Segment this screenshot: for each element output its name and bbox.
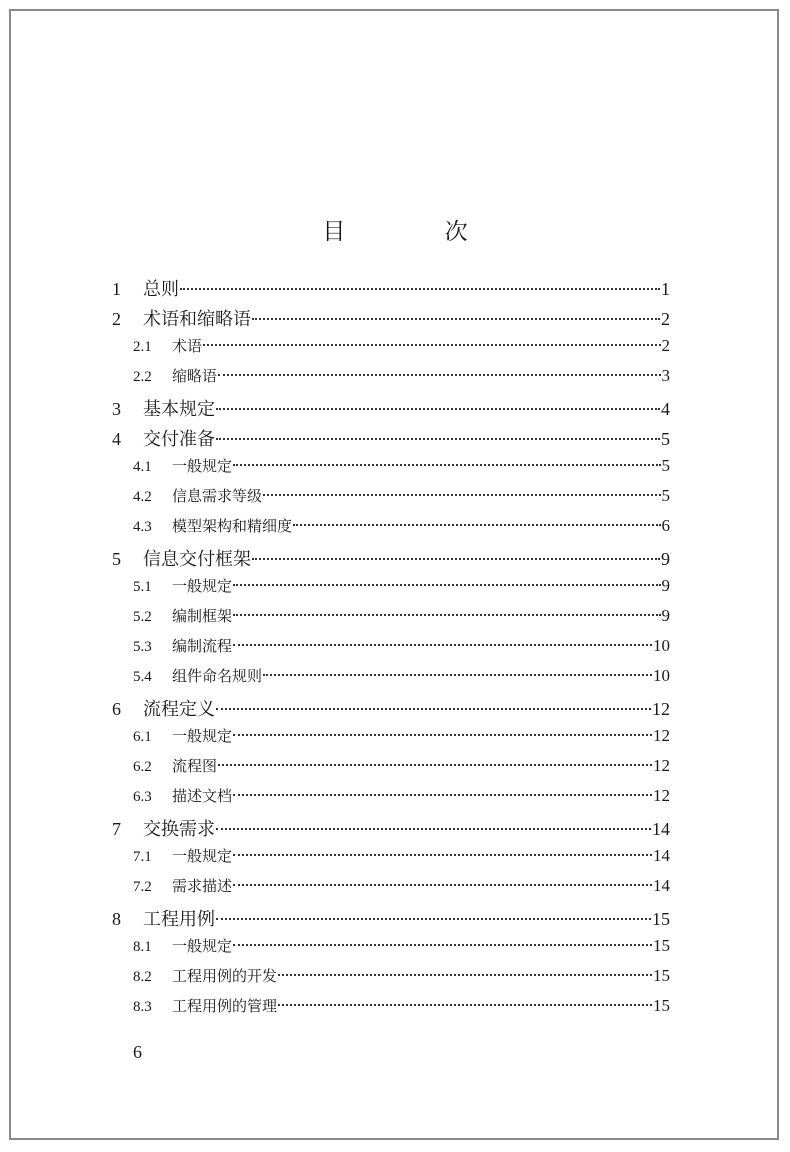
toc-entry-number: 2.2 — [133, 369, 152, 385]
dot-leader — [293, 524, 660, 526]
toc-entry[interactable] — [133, 635, 670, 656]
toc-entry-number: 7 — [112, 819, 121, 839]
toc-entry[interactable] — [112, 425, 670, 451]
dot-leader — [216, 828, 651, 830]
page-number: 6 — [133, 1042, 142, 1062]
dot-leader — [216, 438, 660, 440]
toc-entry[interactable] — [133, 365, 670, 386]
toc-entry-label: 一般规定 — [172, 457, 233, 475]
toc-entry-label: 术语和缩略语 — [143, 309, 251, 330]
toc-entry[interactable] — [133, 515, 670, 536]
toc-entry-page: 9 — [661, 576, 670, 595]
toc-entry-page: 15 — [653, 966, 670, 985]
dot-leader — [233, 944, 652, 946]
toc-entry-label: 交换需求 — [143, 819, 215, 840]
toc-entry[interactable] — [133, 575, 670, 596]
toc-entry-page: 12 — [653, 756, 670, 775]
toc-entry[interactable] — [112, 695, 670, 721]
dot-leader — [233, 614, 660, 616]
toc-entry-number: 8 — [112, 909, 121, 929]
toc-entry-number: 5.4 — [133, 669, 152, 685]
toc-entry-page: 10 — [653, 636, 670, 655]
toc-entry-page: 5 — [661, 456, 670, 475]
toc-entry[interactable] — [133, 605, 670, 626]
toc-entry-page: 4 — [661, 399, 670, 419]
toc-entry-page: 6 — [661, 516, 670, 535]
toc-entry-number: 6.3 — [133, 789, 152, 805]
dot-leader — [203, 344, 660, 346]
toc-entry[interactable] — [133, 995, 670, 1016]
toc-entry-label: 工程用例的管理 — [172, 997, 278, 1015]
toc-entry-page: 1 — [661, 279, 670, 299]
toc-entry-number: 1 — [112, 279, 121, 299]
toc-entry[interactable] — [133, 665, 670, 686]
toc-entry-label: 信息需求等级 — [172, 487, 263, 505]
toc-entry-number: 6.2 — [133, 759, 152, 775]
toc-entry-label: 一般规定 — [172, 937, 233, 955]
toc-entry-label: 术语 — [172, 337, 203, 355]
toc-entry-number: 3 — [112, 399, 121, 419]
toc-entry[interactable] — [133, 935, 670, 956]
toc-entry-number: 2 — [112, 309, 121, 329]
dot-leader — [278, 974, 652, 976]
toc-entry[interactable] — [133, 455, 670, 476]
dot-leader — [216, 708, 651, 710]
toc-entry-number: 4 — [112, 429, 121, 449]
toc-entry-label: 交付准备 — [143, 429, 215, 450]
toc-entry-label: 基本规定 — [143, 399, 215, 420]
toc-entry-page: 14 — [652, 819, 670, 839]
toc-entry[interactable] — [112, 305, 670, 331]
dot-leader — [216, 408, 660, 410]
toc-entry-page: 10 — [653, 666, 670, 685]
toc-entry-label: 工程用例的开发 — [172, 967, 278, 985]
toc-entry-page: 9 — [661, 549, 670, 569]
toc-entry-label: 缩略语 — [172, 367, 218, 385]
toc-entry-page: 12 — [653, 726, 670, 745]
dot-leader — [233, 794, 652, 796]
toc-entry-page: 5 — [661, 486, 670, 505]
toc-entry-page: 12 — [652, 699, 670, 719]
toc-entry-number: 2.1 — [133, 339, 152, 355]
toc-entry[interactable] — [112, 395, 670, 421]
toc-entry[interactable] — [133, 845, 670, 866]
dot-leader — [218, 764, 652, 766]
toc-entry-label: 需求描述 — [172, 877, 233, 895]
toc-entry-number: 8.2 — [133, 969, 152, 985]
dot-leader — [233, 584, 660, 586]
toc-entry[interactable] — [112, 905, 670, 931]
toc-entry-page: 9 — [661, 606, 670, 625]
toc-entry[interactable] — [112, 815, 670, 841]
dot-leader — [278, 1004, 652, 1006]
toc-entry[interactable] — [133, 875, 670, 896]
dot-leader — [233, 884, 652, 886]
toc-entry-number: 6 — [112, 699, 121, 719]
toc-entry[interactable] — [133, 725, 670, 746]
toc-entry[interactable] — [112, 275, 670, 301]
toc-entry-number: 4.3 — [133, 519, 152, 535]
dot-leader — [252, 558, 660, 560]
toc-entry-number: 7.1 — [133, 849, 152, 865]
toc-title: 目 次 — [322, 219, 514, 246]
toc-entry[interactable] — [112, 545, 670, 571]
toc-entry-label: 总则 — [143, 279, 179, 300]
toc-entry-label: 流程图 — [172, 757, 218, 775]
dot-leader — [233, 464, 660, 466]
toc-entry-page: 5 — [661, 429, 670, 449]
toc-entry-page: 3 — [661, 366, 670, 385]
toc-entry-label: 工程用例 — [143, 909, 215, 930]
toc-entry[interactable] — [133, 335, 670, 356]
toc-entry-number: 5 — [112, 549, 121, 569]
toc-entry-number: 8.3 — [133, 999, 152, 1015]
toc-entry-label: 一般规定 — [172, 727, 233, 745]
toc-entry[interactable] — [133, 755, 670, 776]
toc-entry-number: 5.1 — [133, 579, 152, 595]
toc-entry-label: 模型架构和精细度 — [172, 517, 293, 535]
toc-entry-page: 14 — [653, 846, 670, 865]
dot-leader — [216, 918, 651, 920]
toc-entry-page: 2 — [661, 309, 670, 329]
toc-entry-label: 描述文档 — [172, 787, 233, 805]
toc-entry-page: 14 — [653, 876, 670, 895]
dot-leader — [233, 854, 652, 856]
toc-entry-label: 编制流程 — [172, 637, 233, 655]
toc-entry-page: 15 — [653, 936, 670, 955]
toc-entry-page: 15 — [653, 996, 670, 1015]
toc-entry-page: 15 — [652, 909, 670, 929]
toc-entry[interactable] — [133, 485, 670, 506]
dot-leader — [252, 318, 660, 320]
toc-entry-label: 组件命名规则 — [172, 667, 263, 685]
toc-entry-number: 8.1 — [133, 939, 152, 955]
toc-entry[interactable] — [133, 785, 670, 806]
toc-entry-label: 一般规定 — [172, 847, 233, 865]
toc-entry-number: 4.2 — [133, 489, 152, 505]
dot-leader — [233, 734, 652, 736]
toc-entry-number: 5.2 — [133, 609, 152, 625]
dot-leader — [263, 674, 652, 676]
toc-entry-number: 7.2 — [133, 879, 152, 895]
toc-entry-number: 5.3 — [133, 639, 152, 655]
toc-entry-page: 2 — [661, 336, 670, 355]
dot-leader — [233, 644, 652, 646]
toc-entry-number: 6.1 — [133, 729, 152, 745]
toc-entry[interactable] — [133, 965, 670, 986]
dot-leader — [263, 494, 660, 496]
dot-leader — [180, 288, 660, 290]
dot-leader — [218, 374, 660, 376]
toc-entry-page: 12 — [653, 786, 670, 805]
toc-entry-label: 流程定义 — [143, 699, 215, 720]
toc-entry-label: 一般规定 — [172, 577, 233, 595]
toc-entry-number: 4.1 — [133, 459, 152, 475]
toc-entry-label: 信息交付框架 — [143, 549, 251, 570]
toc-entry-label: 编制框架 — [172, 607, 233, 625]
